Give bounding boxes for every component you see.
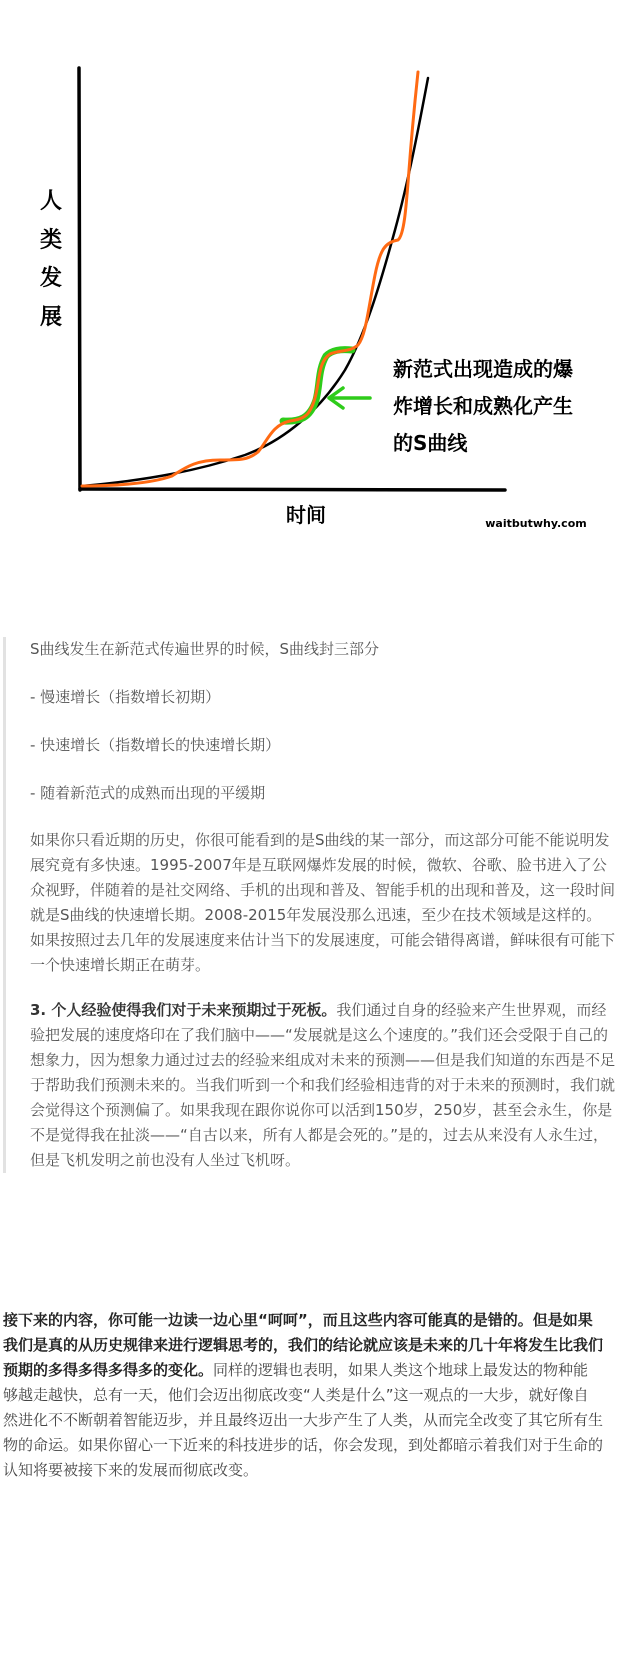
x-axis <box>80 489 505 490</box>
arrow-icon <box>329 388 370 408</box>
annotation-line: 的S曲线 <box>393 431 468 455</box>
y-axis <box>79 68 80 490</box>
list-item: - 随着新范式的成熟而出现的平缓期 <box>30 784 266 802</box>
s-curve-figure <box>0 0 620 560</box>
quote-intro: S曲线发生在新范式传遍世界的时候，S曲线封三部分 <box>30 640 380 658</box>
y-axis-label-char: 人 <box>40 189 63 214</box>
list-item: - 慢速增长（指数增长初期） <box>30 688 221 706</box>
body-paragraph-emphasis: 接下来的内容，你可能一边读一边心里“呵呵”，而且这些内容可能真的是错的。但是如果我们是真的从历史规律来进行逻辑思考的，我们的结论就应该是未来的几十年将发生比我们预期的多得多得多得多的变化。 <box>3 1311 604 1379</box>
annotation-line: 新范式出现造成的爆 <box>393 357 573 381</box>
y-axis-label-char: 类 <box>40 228 63 253</box>
blockquote <box>3 637 615 1173</box>
quote-paragraph: 如果你只看近期的历史，你很可能看到的是S曲线的某一部分，而这部分可能不能说明发展究竟有多快速。1995-2007年是互联网爆炸发展的时候，微软、谷歌、脸书进入了公众视野，伴随着的是社交网络、手机的出现和普及、智能手机的出现和普及，这一段时间就是S曲线的快速增长期。2008-2015年发展没那么迅速，至少在技术领域是这样的。如果按照过去几年的发展速度来估计当下的发展速度，可能会错得离谱，鲜味很有可能下一个快速增长期正在萌芽。 <box>30 831 616 974</box>
body-paragraph-text: 同样的逻辑也表明，如果人类这个地球上最发达的物种能够越走越快，总有一天，他们会迈出彻底改变“人类是什么”这一观点的一大步，就好像自然进化不不断朝着智能迈步，并且最终迈出一大步产生了人类，从而完全改变了其它所有生物的命运。如果你留心一下近来的科技进步的话，你会发现，到处都暗示着我们对于生命的认知将要被接下来的发展而彻底改变。 <box>3 1361 604 1479</box>
x-axis-label: 时间 <box>286 503 326 527</box>
exponential-trend-curve <box>82 78 428 486</box>
annotation-line: 炸增长和成熟化产生 <box>393 394 573 418</box>
watermark: waitbutwhy.com <box>485 517 587 530</box>
list-item: - 快速增长（指数增长的快速增长期） <box>30 736 281 754</box>
y-axis-label-char: 发 <box>40 266 63 291</box>
stacked-s-curves <box>82 72 418 486</box>
quote-paragraph-heading: 3. 个人经验使得我们对于未来预期过于死板。 <box>30 1001 337 1019</box>
quote-paragraph-body: 我们通过自身的经验来产生世界观，而经验把发展的速度烙印在了我们脑中——“发展就是这么个速度的。”我们还会受限于自己的想象力，因为想象力通过过去的经验来组成对未来的预测——但是我们知道的东西是不足于帮助我们预测未来的。当我们听到一个和我们经验相违背的对于未来的预测时，我们就会觉得这个预测偏了。如果我现在跟你说你可以活到150岁，250岁，甚至会永生，你是不是觉得我在扯淡——“自古以来，所有人都是会死的。”是的，过去从来没有人永生过，但是飞机发明之前也没有人坐过飞机呀。 <box>30 1001 616 1169</box>
body-paragraph <box>3 1308 603 1483</box>
quote-paragraph <box>30 998 615 1173</box>
y-axis-label-char: 展 <box>40 305 63 330</box>
